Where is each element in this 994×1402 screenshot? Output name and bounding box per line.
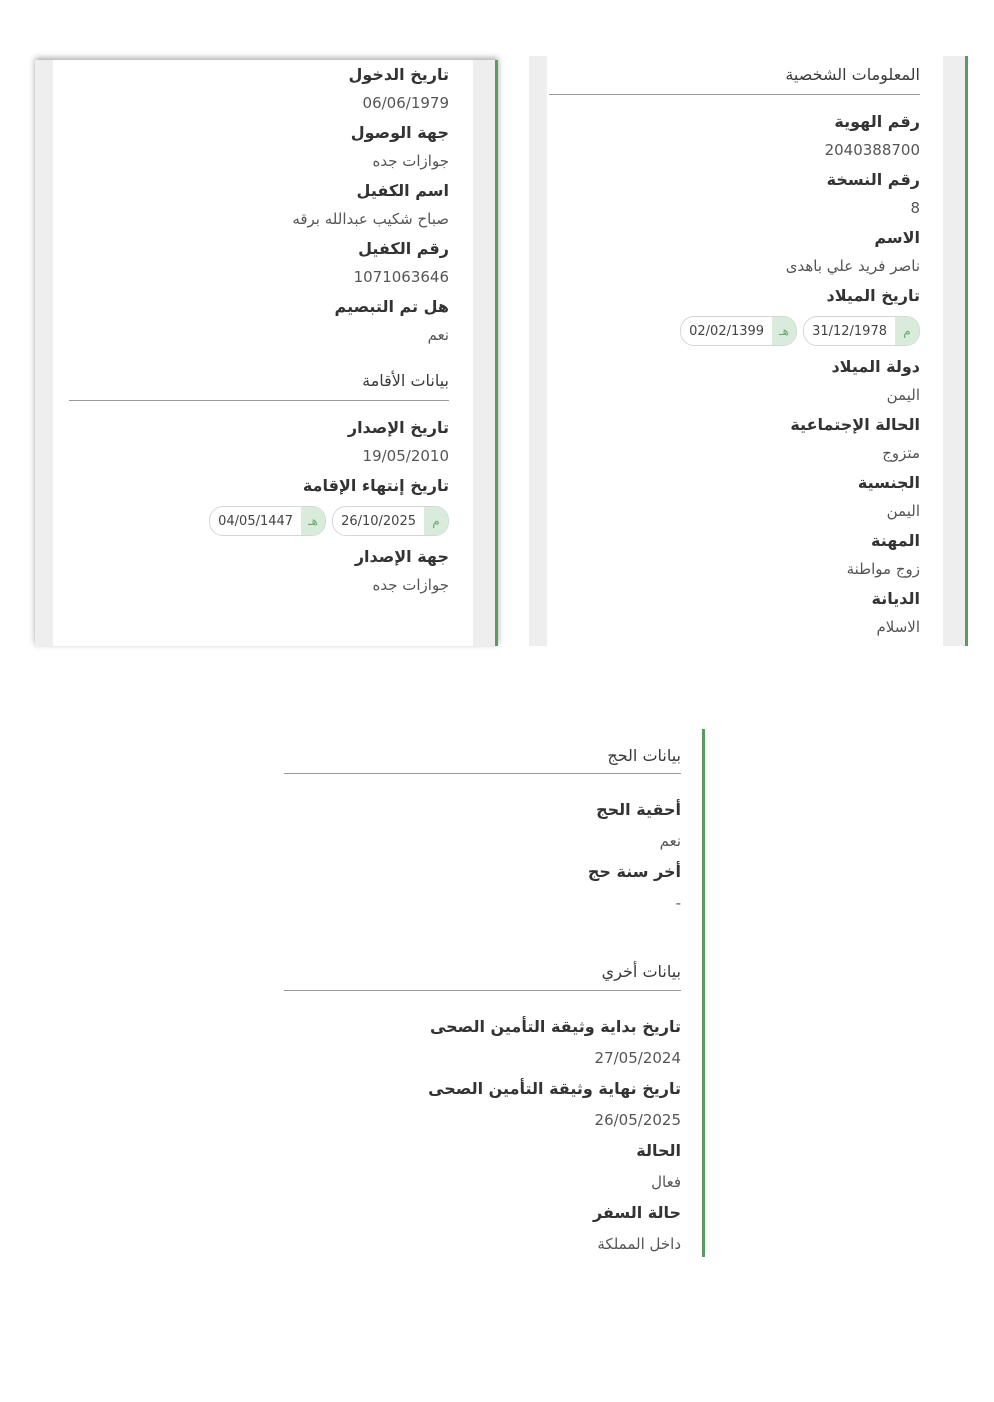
issue-date-value: 19/05/2010 [362,447,449,465]
expiry-hijri-chip [209,506,326,536]
name-value: ناصر فريد علي باهدى [785,257,920,275]
birth-country-label: دولة الميلاد [831,357,920,376]
last-hajj-year-value: - [675,894,681,912]
sponsor-name-label: اسم الكفيل [356,181,449,200]
gregorian-tag: م [895,317,919,345]
arrival-port-value: جوازات جده [372,152,449,170]
sponsor-number-value: 1071063646 [353,268,449,286]
arrival-port-label: جهة الوصول [350,123,449,142]
marital-status-label: الحالة الإجتماعية [790,415,920,434]
residency-section-title: بيانات الأقامة [69,362,449,401]
entry-residency-panel [35,60,498,646]
insurance-start-value: 27/05/2024 [594,1049,681,1067]
hijri-tag: هـ [772,317,796,345]
insurance-start-label: تاريخ بداية وثيقة التأمين الصحى [429,1017,681,1036]
birth-country-value: اليمن [886,386,920,404]
hajj-section-title: بيانات الحج [284,729,681,774]
other-section-title: بيانات أخري [284,946,681,991]
religion-label: الديانة [871,589,920,608]
id-number-label: رقم الهوية [834,112,920,131]
birth-date-hijri-chip [680,316,797,346]
nationality-label: الجنسية [857,473,920,492]
birth-date-label: تاريخ الميلاد [826,286,920,305]
name-label: الاسم [874,228,920,247]
hajj-other-panel [266,729,705,1257]
copy-number-label: رقم النسخة [826,170,920,189]
id-number-value: 2040388700 [824,141,920,159]
expiry-hijri: 04/05/1447 [218,513,294,529]
birth-date-chips [549,310,920,352]
expiry-date-label: تاريخ إنتهاء الإقامة [302,476,449,495]
expiry-date-chips [69,500,449,542]
nationality-value: اليمن [886,502,920,520]
sponsor-number-label: رقم الكفيل [358,239,449,258]
insurance-end-label: تاريخ نهاية وثيقة التأمين الصحى [428,1079,681,1098]
personal-section-title: المعلومات الشخصية [549,56,920,95]
religion-value: الاسلام [876,618,920,636]
status-label: الحالة [636,1141,681,1160]
entry-date-value: 06/06/1979 [362,94,449,112]
issuer-value: جوازات جده [372,576,449,594]
expiry-gregorian-chip [332,506,449,536]
fingerprint-value: نعم [427,326,449,344]
fingerprint-label: هل تم التبصيم [334,297,449,316]
insurance-end-value: 26/05/2025 [594,1111,681,1129]
marital-status-value: متزوج [882,444,920,462]
birth-date-gregorian: 31/12/1978 [812,323,887,339]
hajj-eligibility-value: نعم [659,832,681,850]
sponsor-name-value: صباح شكيب عبدالله برقه [292,210,449,228]
entry-date-label: تاريخ الدخول [348,65,449,84]
birth-date-hijri: 02/02/1399 [689,323,765,339]
hijri-tag: هـ [301,507,325,535]
birth-date-gregorian-chip [803,316,920,346]
gregorian-tag: م [424,507,448,535]
issuer-label: جهة الإصدار [354,547,449,566]
expiry-gregorian: 26/10/2025 [341,513,416,529]
travel-status-label: حالة السفر [592,1203,681,1222]
occupation-label: المهنة [870,531,920,550]
last-hajj-year-label: أخر سنة حج [587,862,681,881]
copy-number-value: 8 [910,199,920,217]
status-value: فعال [651,1173,681,1191]
hajj-eligibility-label: أحقية الحج [596,800,681,819]
occupation-value: زوج مواطنة [846,560,920,578]
issue-date-label: تاريخ الإصدار [347,418,449,437]
personal-info-panel [529,56,968,646]
travel-status-value: داخل المملكة [597,1235,681,1253]
